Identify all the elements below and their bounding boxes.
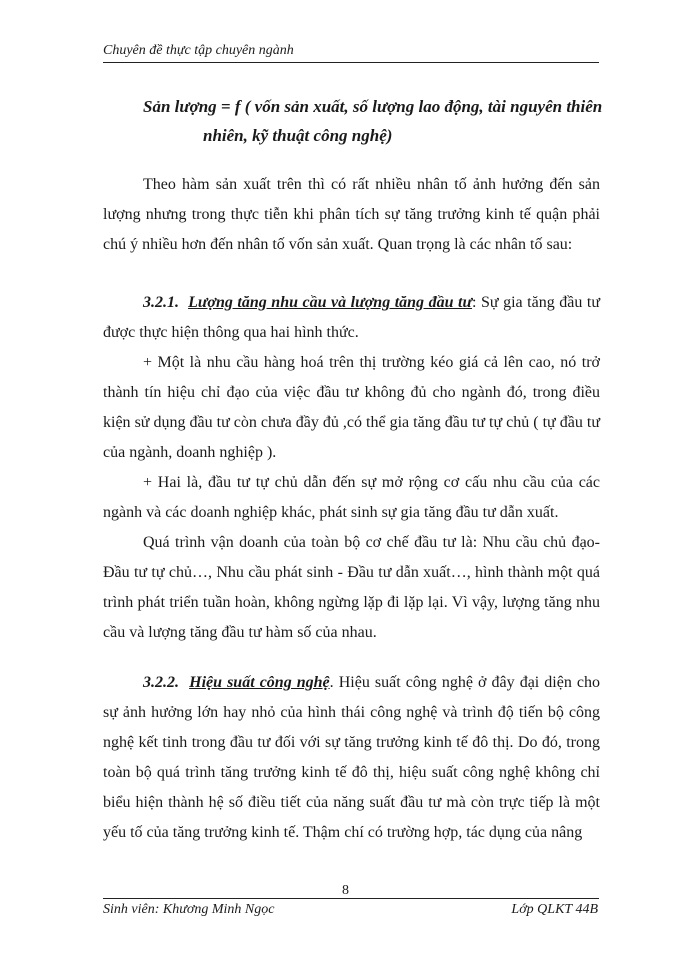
footer-divider: [103, 898, 599, 899]
page-header-title: Chuyên đề thực tập chuyên ngành: [103, 43, 294, 58]
section-3-2-1-title: Lượng tăng nhu cầu và lượng tăng đầu tư: [188, 294, 473, 311]
page-number: 8: [342, 883, 349, 898]
footer-student-name: Sinh viên: Khương Minh Ngọc: [103, 902, 275, 917]
section-3-2-2-number: 3.2.2.: [143, 674, 179, 691]
formula-line-2: nhiên, kỹ thuật công nghệ): [203, 126, 393, 145]
section-3-2-1-bullet-2: + Hai là, đầu tư tự chủ dẫn đến sự mở rộng cơ cấu nhu cầu của các ngành và các doanh nghiệp khác, phát sinh sự gia tăng đầu tư dẫn xuất.: [103, 474, 600, 521]
header-divider: [103, 62, 599, 63]
section-3-2-1-number: 3.2.1.: [143, 294, 179, 311]
section-3-2-1: [103, 288, 600, 648]
section-3-2-1-bullet-1: + Một là nhu cầu hàng hoá trên thị trường kéo giá cả lên cao, nó trở thành tín hiệu chỉ đạo của việc đầu tư không đủ cho ngành đó, trong điều kiện sử dụng đầu tư còn chưa đầy đủ ,có thể gia tăng đầu tư tự chủ ( tự đầu tư của ngành, doanh nghiệp ).: [103, 354, 600, 461]
formula-line-1: Sản lượng = f ( vốn sản xuất, số lượng lao động, tài nguyên thiên: [143, 97, 603, 116]
production-function-formula: [143, 92, 603, 150]
intro-paragraph: Theo hàm sản xuất trên thì có rất nhiều nhân tố ảnh hưởng đến sản lượng nhưng trong thực tiễn khi phân tích sự tăng trưởng kinh tế quận phải chú ý nhiều hơn đến nhân tố vốn sản xuất. Quan trọng là các nhân tố sau:: [103, 176, 600, 253]
section-3-2-1-paragraph: Quá trình vận doanh của toàn bộ cơ chế đầu tư là: Nhu cầu chủ đạo- Đầu tư tự chủ…, Nhu cầu phát sinh - Đầu tư dẫn xuất…, hình thành một quá trình phát triển tuần hoàn, không ngừng lặp đi lặp lại. Vì vậy, lượng tăng nhu cầu và lượng tăng đầu tư hàm số của nhau.: [103, 534, 600, 641]
section-3-2-2-text: . Hiệu suất công nghệ ở đây đại diện cho sự ảnh hưởng lớn hay nhỏ của hình thái công nghệ và trình độ tiến bộ công nghệ kết tinh trong đầu tư đối với sự tăng trưởng kinh tế đô thị. Do đó, trong toàn bộ quá trình tăng trưởng kinh tế đô thị, hiệu suất công nghệ không chỉ biểu hiện thành hệ số điều tiết của năng suất đầu tư mà còn trực tiếp là một yếu tố của tăng trưởng kinh tế. Thậm chí có trường hợp, tác dụng của nâng: [103, 674, 601, 841]
section-3-2-1-heading: [143, 294, 472, 311]
section-3-2-1-lead: [103, 288, 600, 348]
footer-class: Lớp QLKT 44B: [511, 902, 598, 917]
section-3-2-2-heading: [143, 674, 330, 691]
section-3-2-1-text: : Sự gia tăng đầu tư được thực hiện thông qua hai hình thức.: [103, 294, 601, 341]
section-3-2-2: [103, 668, 600, 848]
section-3-2-2-lead: [103, 668, 600, 848]
section-3-2-2-title: Hiệu suất công nghệ: [189, 674, 330, 691]
intro-paragraph-block: [103, 170, 600, 260]
